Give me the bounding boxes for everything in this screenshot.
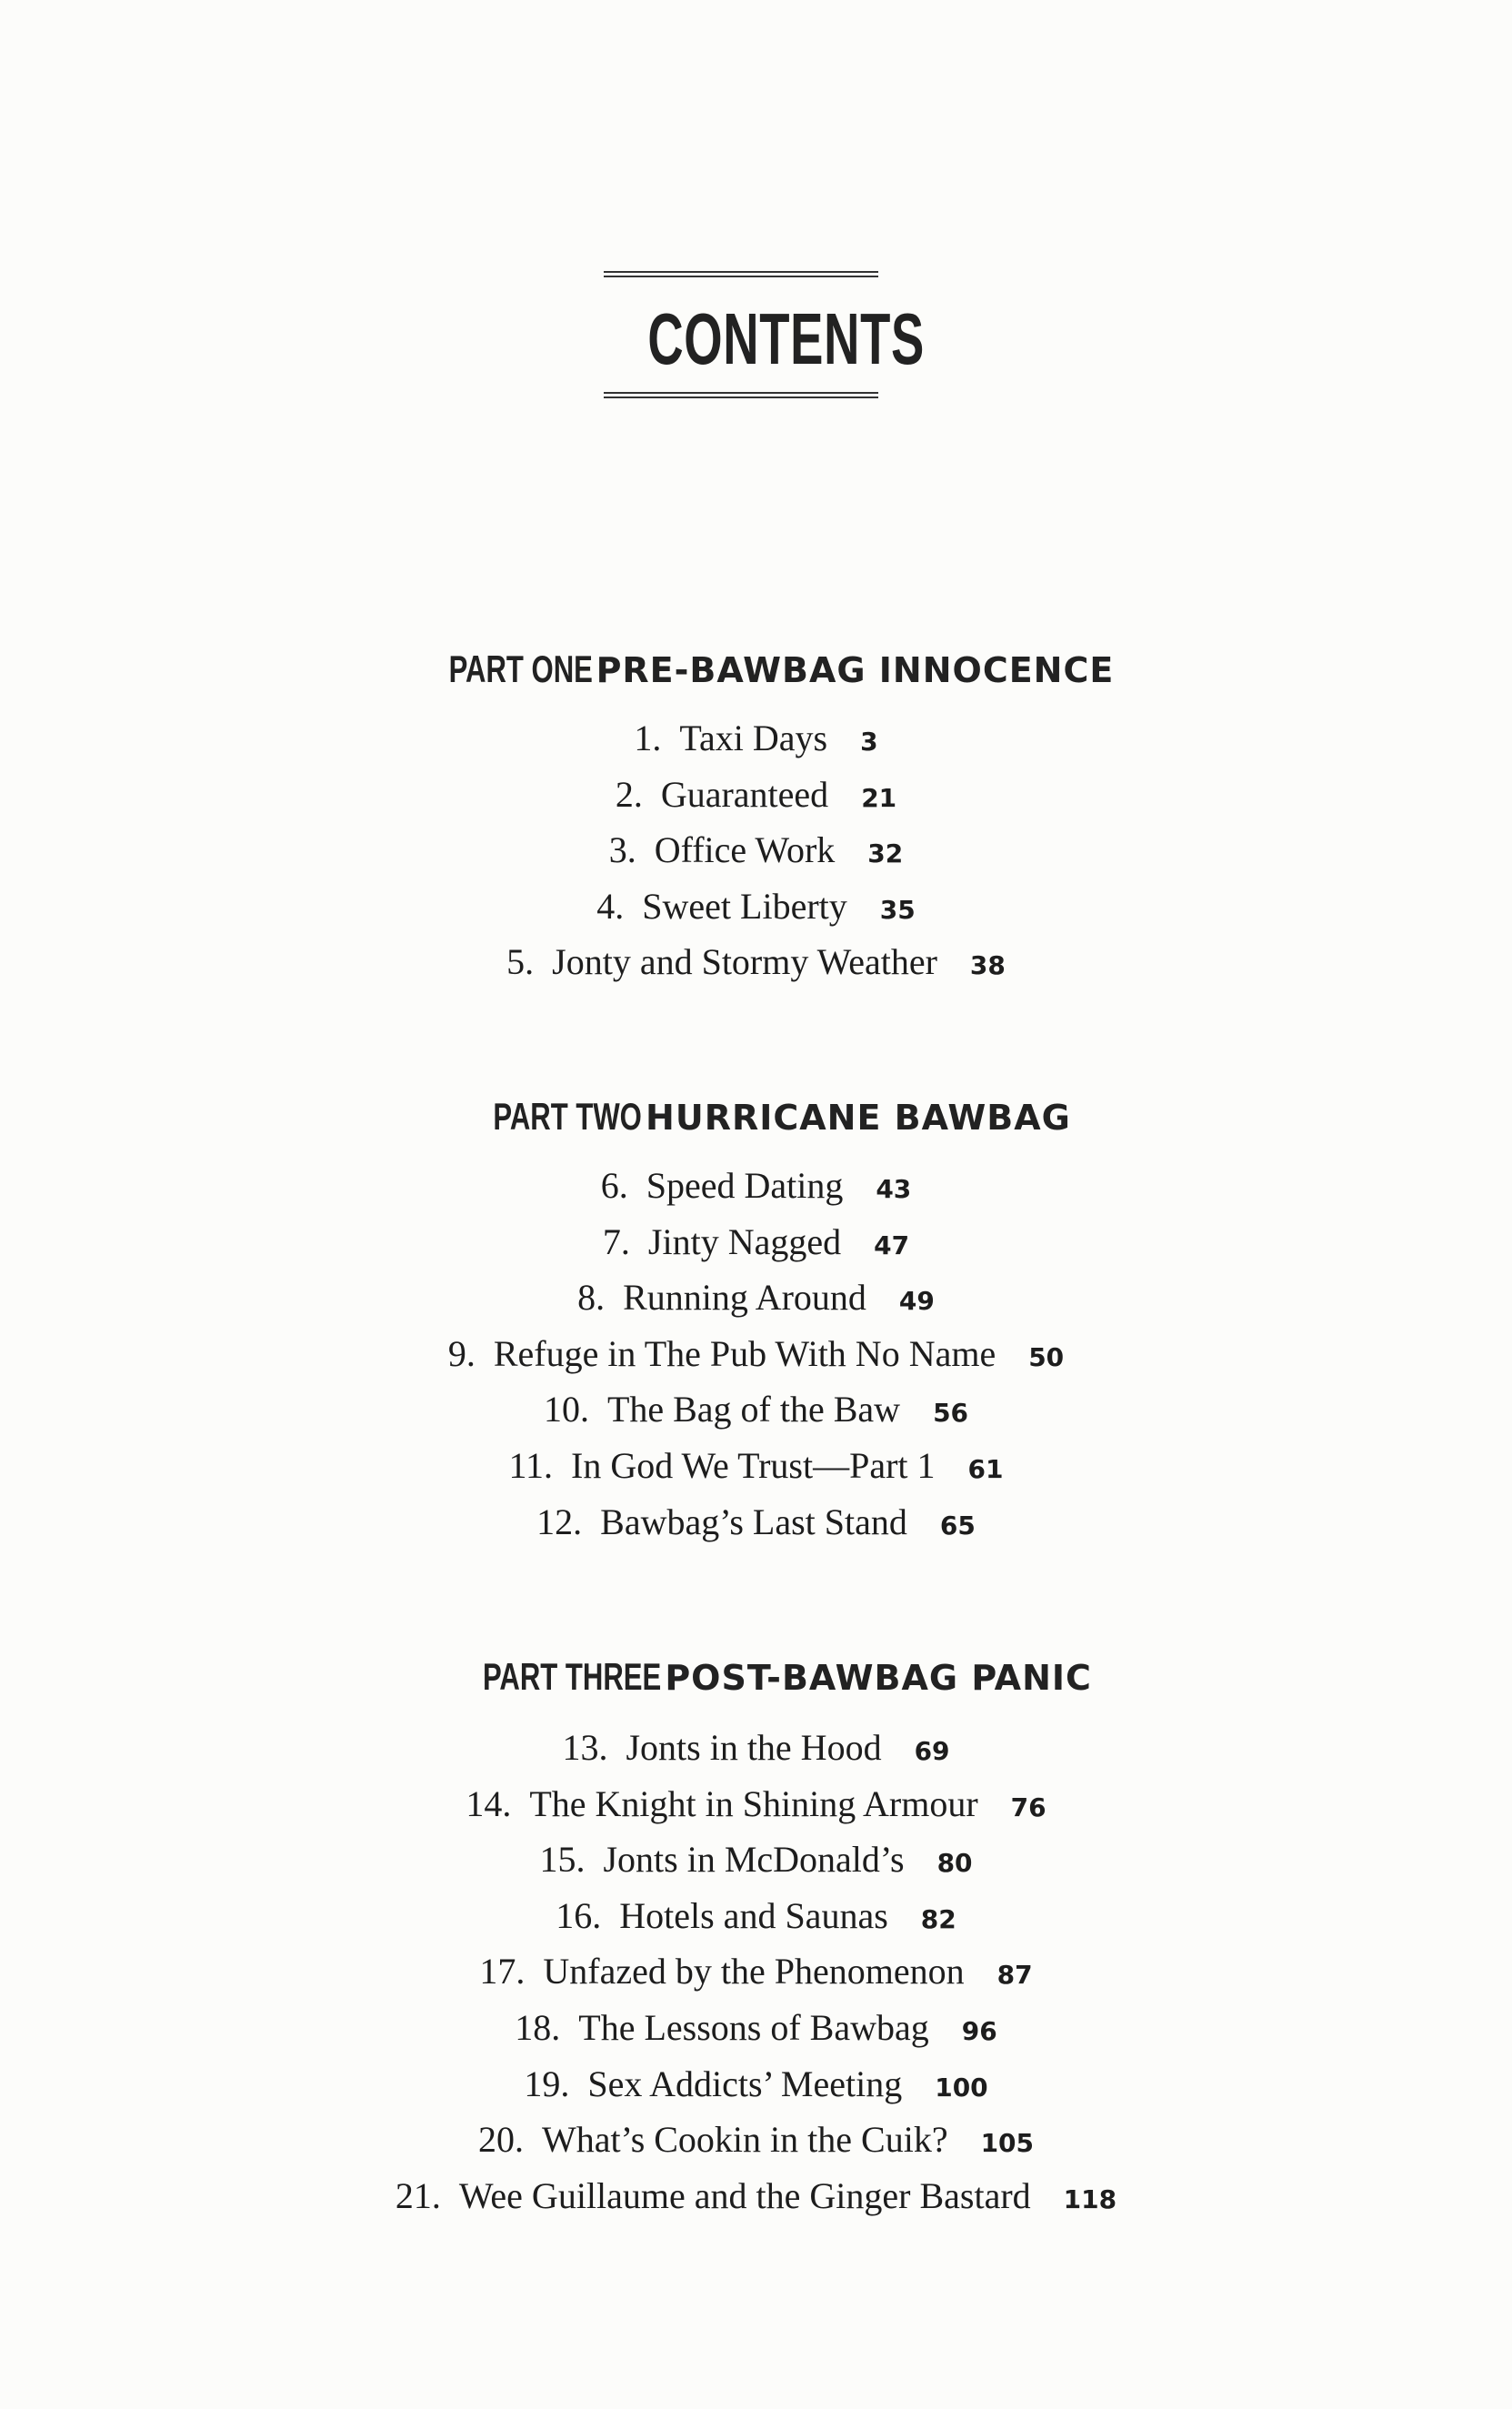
page-title: CONTENTS xyxy=(647,298,925,379)
toc-entry[interactable] xyxy=(0,1782,1512,1837)
page-number: 76 xyxy=(1010,1792,1046,1822)
bottom-rule xyxy=(604,392,878,398)
chapter-number: 14. xyxy=(466,1783,512,1824)
page-number: 96 xyxy=(961,2016,997,2046)
toc-entry[interactable] xyxy=(0,717,1512,771)
chapter-title: The Knight in Shining Armour xyxy=(529,1783,978,1824)
part-title: HURRICANE BAWBAG xyxy=(646,1098,1071,1138)
page-number: 69 xyxy=(914,1736,950,1766)
chapter-title: Refuge in The Pub With No Name xyxy=(493,1333,996,1374)
toc-entry[interactable] xyxy=(0,1164,1512,1219)
toc-entry[interactable] xyxy=(0,940,1512,995)
chapter-title: Jonts in the Hood xyxy=(626,1727,882,1768)
toc-entry[interactable] xyxy=(0,1894,1512,1949)
toc-entry[interactable] xyxy=(0,1388,1512,1442)
chapter-number: 19. xyxy=(524,2063,570,2104)
part-label: PART THREE xyxy=(483,1655,662,1698)
toc-entry[interactable] xyxy=(0,2063,1512,2117)
toc-entry[interactable] xyxy=(0,1501,1512,1555)
page-number: 50 xyxy=(1028,1342,1065,1372)
part-heading xyxy=(0,647,1512,702)
chapter-title: Sweet Liberty xyxy=(642,886,847,927)
chapter-number: 7. xyxy=(602,1221,630,1262)
chapter-title: Unfazed by the Phenomenon xyxy=(543,1951,965,1992)
page-number: 35 xyxy=(879,895,916,925)
chapter-number: 16. xyxy=(556,1895,602,1936)
toc-entry[interactable] xyxy=(0,1220,1512,1275)
chapter-number: 6. xyxy=(600,1165,628,1206)
page-number: 43 xyxy=(876,1174,912,1204)
page-number: 32 xyxy=(867,838,904,868)
toc-entry[interactable] xyxy=(0,1838,1512,1892)
chapter-title: Office Work xyxy=(654,829,836,870)
chapter-number: 10. xyxy=(543,1389,589,1430)
toc-entry[interactable] xyxy=(0,828,1512,883)
chapter-number: 8. xyxy=(577,1277,606,1318)
chapter-number: 5. xyxy=(506,941,535,982)
chapter-title: Jinty Nagged xyxy=(647,1221,842,1262)
chapter-title: What’s Cookin in the Cuik? xyxy=(541,2119,948,2160)
part-label: PART TWO xyxy=(493,1095,643,1138)
page-number: 80 xyxy=(936,1848,973,1878)
toc-entry[interactable] xyxy=(0,2006,1512,2061)
chapter-title: Taxi Days xyxy=(679,718,828,758)
chapter-title: Sex Addicts’ Meeting xyxy=(587,2063,903,2104)
page-number: 61 xyxy=(967,1454,1004,1484)
page-number: 82 xyxy=(920,1904,956,1934)
chapter-number: 15. xyxy=(539,1839,586,1880)
part-label: PART ONE xyxy=(448,647,593,690)
part-title: PRE-BAWBAG INNOCENCE xyxy=(596,650,1115,690)
page-number: 21 xyxy=(861,783,897,813)
chapter-number: 12. xyxy=(536,1501,583,1542)
part-heading xyxy=(0,1655,1512,1710)
page-number: 87 xyxy=(996,1960,1033,1990)
chapter-title: Jonts in McDonald’s xyxy=(603,1839,905,1880)
chapter-number: 17. xyxy=(479,1951,526,1992)
chapter-title: Wee Guillaume and the Ginger Bastard xyxy=(458,2175,1031,2216)
chapter-number: 18. xyxy=(515,2007,561,2048)
toc-entry[interactable] xyxy=(0,1950,1512,2004)
page-number: 105 xyxy=(980,2128,1035,2158)
chapter-title: Running Around xyxy=(623,1277,866,1318)
toc-entry[interactable] xyxy=(0,773,1512,828)
page-number: 3 xyxy=(860,727,878,757)
chapter-number: 2. xyxy=(615,774,643,815)
chapter-number: 11. xyxy=(508,1445,553,1486)
chapter-number: 13. xyxy=(562,1727,608,1768)
top-rule xyxy=(604,271,878,277)
toc-entry[interactable] xyxy=(0,2174,1512,2229)
toc-entry[interactable] xyxy=(0,1444,1512,1499)
chapter-number: 4. xyxy=(596,886,625,927)
toc-entry[interactable] xyxy=(0,2118,1512,2173)
page-number: 65 xyxy=(939,1511,976,1541)
chapter-title: The Bag of the Baw xyxy=(606,1389,901,1430)
page-number: 47 xyxy=(874,1230,910,1260)
chapter-number: 20. xyxy=(477,2119,524,2160)
chapter-number: 1. xyxy=(634,718,662,758)
toc-entry[interactable] xyxy=(0,885,1512,939)
chapter-title: In God We Trust—Part 1 xyxy=(571,1445,936,1486)
chapter-title: Speed Dating xyxy=(646,1165,844,1206)
chapter-number: 9. xyxy=(447,1333,476,1374)
contents-header xyxy=(604,271,925,398)
page-number: 49 xyxy=(898,1286,935,1316)
page-number: 38 xyxy=(969,950,1006,980)
page-number: 56 xyxy=(933,1398,969,1428)
chapter-title: Guaranteed xyxy=(660,774,829,815)
chapter-title: Jonty and Stormy Weather xyxy=(552,941,937,982)
page-number: 118 xyxy=(1063,2184,1117,2214)
page-number: 100 xyxy=(935,2073,988,2103)
chapter-number: 21. xyxy=(395,2175,441,2216)
part-title: POST-BAWBAG PANIC xyxy=(665,1658,1092,1698)
chapter-number: 3. xyxy=(608,829,636,870)
toc-entry[interactable] xyxy=(0,1726,1512,1781)
toc-entry[interactable] xyxy=(0,1276,1512,1330)
chapter-title: The Lessons of Bawbag xyxy=(578,2007,929,2048)
chapter-title: Hotels and Saunas xyxy=(619,1895,888,1936)
chapter-title: Bawbag’s Last Stand xyxy=(600,1501,907,1542)
part-heading xyxy=(0,1095,1512,1149)
toc-entry[interactable] xyxy=(0,1332,1512,1387)
